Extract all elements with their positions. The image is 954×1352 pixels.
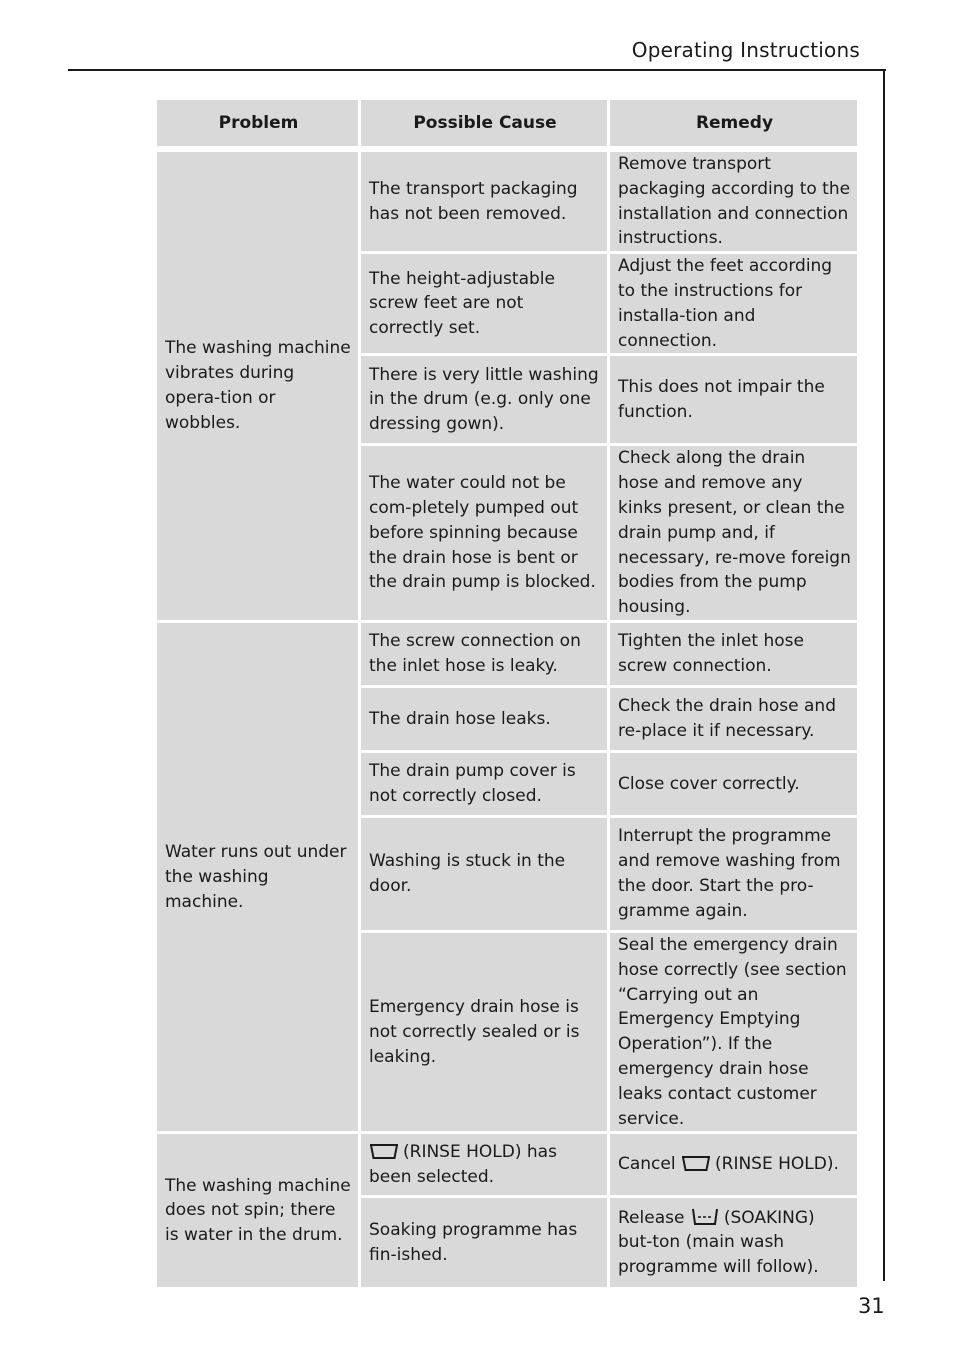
- column-header-problem: Problem: [157, 100, 358, 146]
- cause-cell: The water could not be com-pletely pumped out before spinning because the drain hose is bent or the drain pump is blocked.: [361, 446, 607, 620]
- side-rule: [883, 69, 885, 1281]
- cause-cell: The drain hose leaks.: [361, 688, 607, 750]
- column-header-remedy: Remedy: [610, 100, 857, 146]
- remedy-cell: Interrupt the programme and remove washing from the door. Start the pro-gramme again.: [610, 818, 857, 930]
- problem-cell: Water runs out under the washing machine.: [157, 623, 358, 1131]
- rinse-hold-icon: [681, 1154, 711, 1172]
- remedy-prefix: Release: [618, 1207, 685, 1228]
- table-row: [157, 1134, 857, 1195]
- remedy-cell: Close cover correctly.: [610, 753, 857, 815]
- table-row: [157, 623, 857, 685]
- remedy-cell: Check along the drain hose and remove any kinks present, or clean the drain pump and, if necessary, re-move foreign bodies from the pump housing.: [610, 446, 857, 620]
- remedy-prefix: Cancel: [618, 1154, 676, 1175]
- table-row: [157, 152, 857, 251]
- remedy-cell: This does not impair the function.: [610, 356, 857, 443]
- problem-cell: The washing machine vibrates during opera-tion or wobbles.: [157, 152, 358, 620]
- cause-cell: Washing is stuck in the door.: [361, 818, 607, 930]
- rinse-hold-icon: [369, 1142, 399, 1160]
- page-number: 31: [858, 1294, 885, 1318]
- column-header-cause: Possible Cause: [361, 100, 607, 146]
- soaking-icon: [690, 1208, 720, 1226]
- remedy-cell: [610, 1198, 857, 1287]
- remedy-text: (RINSE HOLD).: [715, 1154, 839, 1175]
- remedy-cell: Seal the emergency drain hose correctly (see section “Carrying out an Emergency Emptying Operation”). If the emergency drain hose leaks contact customer service.: [610, 933, 857, 1131]
- cause-cell: The screw connection on the inlet hose is leaky.: [361, 623, 607, 685]
- page-header-title: Operating Instructions: [631, 38, 860, 62]
- cause-cell: Soaking programme has fin-ished.: [361, 1198, 607, 1287]
- remedy-cell: Remove transport packaging according to the installation and connection instructions.: [610, 152, 857, 251]
- remedy-cell: [610, 1134, 857, 1195]
- table-header-row: [157, 100, 857, 146]
- cause-cell: [361, 1134, 607, 1195]
- cause-cell: There is very little washing in the drum (e.g. only one dressing gown).: [361, 356, 607, 443]
- remedy-cell: Adjust the feet according to the instructions for installa-tion and connection.: [610, 254, 857, 353]
- troubleshooting-table: [154, 97, 860, 1290]
- remedy-cell: Check the drain hose and re-place it if necessary.: [610, 688, 857, 750]
- cause-cell: The transport packaging has not been removed.: [361, 152, 607, 251]
- header-rule: [68, 69, 886, 71]
- cause-cell: The drain pump cover is not correctly closed.: [361, 753, 607, 815]
- cause-cell: Emergency drain hose is not correctly sealed or is leaking.: [361, 933, 607, 1131]
- cause-text: (RINSE HOLD) has been selected.: [369, 1142, 557, 1187]
- problem-cell: The washing machine does not spin; there is water in the drum.: [157, 1134, 358, 1287]
- remedy-cell: Tighten the inlet hose screw connection.: [610, 623, 857, 685]
- remedy-text: (SOAKING) but-ton (main wash programme will follow).: [618, 1207, 819, 1278]
- cause-cell: The height-adjustable screw feet are not correctly set.: [361, 254, 607, 353]
